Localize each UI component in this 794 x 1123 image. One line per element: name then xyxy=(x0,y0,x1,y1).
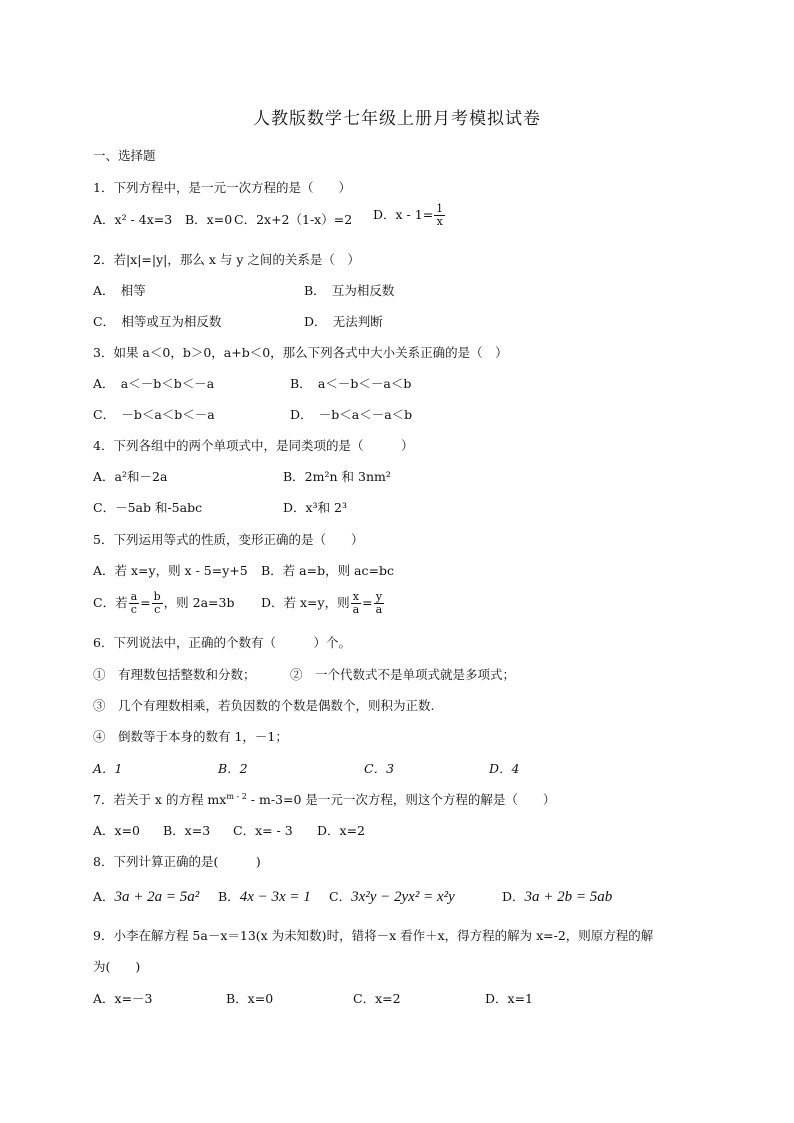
q8-option-b xyxy=(218,887,311,906)
q8-option-c-formula: 3x²y − 2yx² = x²y xyxy=(351,889,455,905)
question-2-stem: 2．若|x|=|y|，那么 x 与 y 之间的关系是（ ） xyxy=(93,252,360,267)
q7-stem-prefix: 7．若关于 x 的方程 mx xyxy=(93,792,227,807)
q9-option-c: C．x=2 xyxy=(353,991,401,1006)
question-8-stem: 8．下列计算正确的是( ) xyxy=(93,854,261,869)
q5-option-c-prefix: C．若 xyxy=(93,595,128,610)
fraction-denominator: a xyxy=(375,603,383,616)
fraction-numerator: x xyxy=(352,590,359,603)
q5-option-c-fraction-2 xyxy=(152,591,163,616)
q5-option-d-fraction-1 xyxy=(351,591,362,616)
question-4-stem: 4．下列各组中的两个单项式中，是同类项的是（ ） xyxy=(93,438,414,453)
q6-statement-3: ③ 几个有理数相乘，若负因数的个数是偶数个，则积为正数. xyxy=(93,698,435,713)
q1-option-d-prefix: D．x - 1= xyxy=(373,207,434,222)
fraction-denominator: a xyxy=(352,603,360,616)
q8-option-b-label: B． xyxy=(218,889,240,904)
fraction-numerator: y xyxy=(375,590,383,603)
q2-option-d: D． 无法判断 xyxy=(304,314,383,329)
q8-option-d-formula: 3a + 2b = 5ab xyxy=(524,889,613,905)
fraction-numerator: b xyxy=(153,590,161,603)
question-6-stem: 6．下列说法中，正确的个数有（ ）个。 xyxy=(93,635,351,650)
q6-option-b: B．2 xyxy=(218,761,248,776)
q8-option-a-label: A． xyxy=(93,889,115,904)
q5-option-c xyxy=(93,591,234,616)
fraction-denominator: c xyxy=(154,603,161,616)
q6-option-d: D．4 xyxy=(489,761,520,776)
q5-option-d xyxy=(261,591,385,616)
q2-option-c: C． 相等或互为相反数 xyxy=(93,314,222,329)
q7-option-a: A．x=0 xyxy=(93,823,141,838)
q2-option-b: B． 互为相反数 xyxy=(304,283,395,298)
q3-option-a: A． a＜－b＜b＜－a xyxy=(93,376,215,391)
q8-option-a-formula: 3a + 2a = 5a² xyxy=(114,889,200,905)
q7-option-c: C．x= - 3 xyxy=(233,823,293,838)
fraction-numerator: 1 xyxy=(436,202,444,215)
q7-stem-suffix: - m-3=0 是一元一次方程，则这个方程的解是（ ） xyxy=(246,792,556,807)
q3-option-b: B． a＜－b＜－a＜b xyxy=(290,376,412,391)
q1-option-d-fraction xyxy=(434,203,445,228)
q5-option-a: A．若 x=y，则 x - 5=y+5 xyxy=(93,563,248,578)
q8-option-b-formula: 4x − 3x = 1 xyxy=(239,889,311,905)
page-title: 人教版数学七年级上册月考模拟试卷 xyxy=(253,109,541,129)
question-7-stem xyxy=(93,790,555,808)
fraction-denominator: x xyxy=(436,215,443,228)
q6-statement-1: ① 有理数包括整数和分数； xyxy=(93,667,256,682)
fraction-denominator: c xyxy=(130,603,137,616)
q6-statement-2: ② 一个代数式不是单项式就是多项式； xyxy=(290,667,516,682)
q1-option-b: B．x=0 xyxy=(185,212,233,227)
q5-option-c-fraction-1 xyxy=(129,591,140,616)
equals-sign: = xyxy=(362,595,373,610)
q8-option-d-label: D． xyxy=(502,889,525,904)
q7-exponent: m - 2 xyxy=(226,791,247,801)
q7-option-b: B．x=3 xyxy=(163,823,211,838)
question-9-stem-line-2: 为( ) xyxy=(93,959,141,974)
q8-option-d xyxy=(502,887,612,906)
q1-option-a: A．x² - 4x=3 xyxy=(93,212,173,227)
q1-option-d xyxy=(373,203,446,228)
q5-option-b: B．若 a=b，则 ac=bc xyxy=(261,563,394,578)
q3-option-d: D． －b＜a＜－a＜b xyxy=(290,407,413,422)
q4-option-d: D．x³和 2³ xyxy=(283,500,348,515)
q4-option-a: A．a²和－2a xyxy=(93,469,168,484)
q9-option-a: A．x=－3 xyxy=(93,991,153,1006)
q5-option-c-suffix: ，则 2a=3b xyxy=(163,595,235,610)
equals-sign: = xyxy=(140,595,151,610)
section-heading: 一、选择题 xyxy=(93,148,156,163)
q6-statement-4: ④ 倒数等于本身的数有 1，－1； xyxy=(93,729,288,744)
q3-option-c: C． －b＜a＜b＜－a xyxy=(93,407,215,422)
q9-option-d: D．x=1 xyxy=(485,991,533,1006)
fraction-numerator: a xyxy=(130,590,138,603)
q5-option-d-prefix: D．若 x=y，则 xyxy=(261,595,350,610)
q9-option-b: B．x=0 xyxy=(226,991,274,1006)
q6-option-c: C．3 xyxy=(364,761,395,776)
q8-option-c xyxy=(329,887,455,906)
q2-option-a: A． 相等 xyxy=(93,283,146,298)
question-9-stem-line-1: 9．小李在解方程 5a－x＝13(x 为未知数)时，错将－x 看作＋x，得方程的解为 x=-2，则原方程的解 xyxy=(93,928,654,943)
q4-option-c: C．－5ab 和-5abc xyxy=(93,500,203,515)
q6-option-a: A．1 xyxy=(93,761,123,776)
q4-option-b: B．2m²n 和 3nm² xyxy=(283,469,391,484)
question-1-stem: 1．下列方程中，是一元一次方程的是（ ） xyxy=(93,180,351,195)
q8-option-a xyxy=(93,887,199,906)
q1-option-c: C．2x+2（1-x）=2 xyxy=(234,212,353,227)
question-3-stem: 3．如果 a＜0，b＞0，a+b＜0，那么下列各式中大小关系正确的是（ ） xyxy=(93,345,508,360)
question-5-stem: 5．下列运用等式的性质，变形正确的是（ ） xyxy=(93,532,364,547)
q7-option-d: D．x=2 xyxy=(317,823,365,838)
q5-option-d-fraction-2 xyxy=(374,591,385,616)
q8-option-c-label: C． xyxy=(329,889,352,904)
